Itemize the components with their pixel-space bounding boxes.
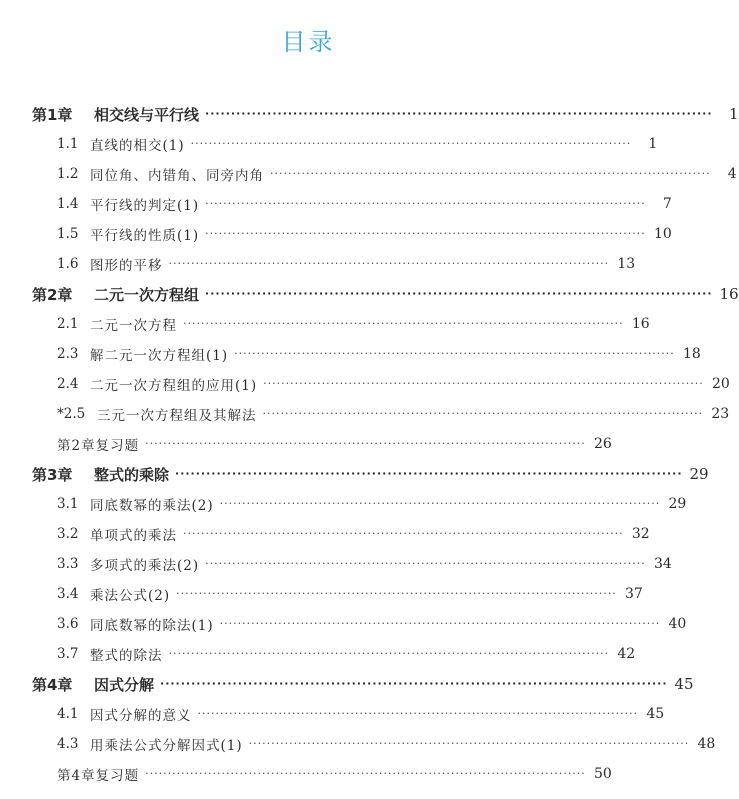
dot-leader: ·································································································· — [248, 737, 690, 750]
dot-leader: ·································································································· — [197, 707, 639, 720]
section-title: 整式的除法 — [90, 648, 163, 664]
dot-leader: ·································································································· — [262, 407, 704, 420]
page-number: 34 — [653, 556, 672, 572]
section-number: 1.2 — [57, 166, 79, 182]
chapter-number: 第3章 — [32, 465, 73, 484]
dot-leader: ·································································································· — [168, 647, 610, 660]
toc-section-3-2[interactable] — [0, 519, 650, 549]
page-number: 45 — [674, 675, 694, 693]
page-number: 42 — [617, 646, 636, 662]
page-number: 37 — [624, 586, 643, 602]
section-number: 4.3 — [57, 736, 79, 752]
page-number: 18 — [682, 346, 701, 362]
section-title: 同底数幂的除法(1) — [90, 618, 214, 634]
toc-section-1-1[interactable] — [0, 129, 658, 159]
page-title: 目录 — [281, 28, 336, 56]
toc-review-chapter-4[interactable] — [0, 759, 617, 789]
chapter-title: 因式分解 — [94, 675, 155, 694]
dot-leader: ·································································································· — [145, 437, 586, 450]
toc-chapter-2[interactable] — [0, 279, 739, 309]
chapter-number: 第4章 — [32, 675, 73, 694]
page-number: 50 — [593, 766, 612, 782]
section-title: 同位角、内错角、同旁内角 — [90, 168, 264, 184]
page-number: 26 — [593, 436, 612, 452]
dot-leader: ·································································································· — [270, 167, 711, 180]
toc-section-3-1[interactable] — [0, 489, 687, 519]
section-title: 直线的相交(1) — [90, 138, 185, 154]
section-title: 平行线的判定(1) — [90, 198, 200, 214]
page-number: 45 — [646, 706, 665, 722]
page-number: 13 — [617, 256, 636, 272]
dot-leader: ·································································································· — [205, 197, 646, 210]
toc-section-2-3[interactable] — [0, 339, 701, 369]
dot-leader: ·································································································· — [219, 617, 661, 630]
section-number: 3.7 — [57, 646, 79, 662]
section-number: 2.1 — [57, 316, 79, 332]
toc-section-3-3[interactable] — [0, 549, 672, 579]
chapter-title: 整式的乘除 — [94, 465, 170, 484]
section-title: 三元一次方程组及其解法 — [97, 408, 257, 424]
section-number: 4.1 — [57, 706, 79, 722]
section-number: 3.2 — [57, 526, 79, 542]
toc-section-4-3[interactable] — [0, 729, 716, 759]
toc-review-chapter-2[interactable] — [0, 429, 617, 459]
dot-leader: ·································································································· — [219, 497, 661, 510]
section-number: 1.4 — [57, 196, 79, 212]
section-number: *2.5 — [57, 406, 86, 422]
page-number: 1 — [648, 136, 658, 152]
toc-chapter-3[interactable] — [0, 459, 709, 489]
chapter-number: 第1章 — [32, 105, 73, 124]
review-title: 第4章复习题 — [57, 768, 140, 784]
dot-leader: ·································································································· — [205, 287, 713, 300]
section-title: 解二元一次方程组(1) — [90, 348, 229, 364]
page-number: 7 — [662, 196, 672, 212]
dot-leader: ·································································································· — [205, 227, 646, 240]
chapter-number: 第2章 — [32, 285, 73, 304]
dot-leader: ·································································································· — [175, 467, 683, 480]
page-number: 32 — [631, 526, 650, 542]
toc-chapter-1[interactable] — [0, 99, 739, 129]
section-title: 同底数幂的乘法(2) — [90, 498, 214, 514]
section-number: 1.1 — [57, 136, 79, 152]
section-number: 3.6 — [57, 616, 79, 632]
chapter-title: 二元一次方程组 — [94, 285, 200, 304]
toc-section-1-6[interactable] — [0, 249, 636, 279]
section-number: 3.3 — [57, 556, 79, 572]
dot-leader: ·································································································· — [205, 557, 646, 570]
section-number: 3.4 — [57, 586, 79, 602]
page-number: 1 — [728, 105, 739, 123]
dot-leader: ·································································································· — [234, 347, 675, 360]
section-title: 平行线的性质(1) — [90, 228, 200, 244]
dot-leader: ·································································································· — [183, 527, 624, 540]
dot-leader: ·································································································· — [145, 767, 586, 780]
section-title: 因式分解的意义 — [90, 708, 192, 724]
toc-section-4-1[interactable] — [0, 699, 665, 729]
page-number: 40 — [668, 616, 687, 632]
toc-section-3-7[interactable] — [0, 639, 636, 669]
dot-leader: ·································································································· — [176, 587, 617, 600]
toc-section-1-2[interactable] — [0, 159, 737, 189]
chapter-title: 相交线与平行线 — [94, 105, 200, 124]
dot-leader: ·································································································· — [183, 317, 624, 330]
page-number: 48 — [697, 736, 716, 752]
page-number: 16 — [631, 316, 650, 332]
page-number: 20 — [711, 376, 730, 392]
toc-section-3-6[interactable] — [0, 609, 687, 639]
section-title: 多项式的乘法(2) — [90, 558, 200, 574]
section-number: 1.5 — [57, 226, 79, 242]
section-number: 1.6 — [57, 256, 79, 272]
section-title: 二元一次方程组的应用(1) — [90, 378, 258, 394]
page-number: 23 — [711, 406, 730, 422]
toc-section-2-5[interactable] — [0, 399, 730, 429]
review-title: 第2章复习题 — [57, 438, 140, 454]
dot-leader: ·································································································· — [190, 137, 632, 150]
page-number: 29 — [689, 465, 709, 483]
toc-section-3-4[interactable] — [0, 579, 643, 609]
toc-chapter-4[interactable] — [0, 669, 694, 699]
toc-section-1-4[interactable] — [0, 189, 672, 219]
section-number: 2.4 — [57, 376, 79, 392]
toc-section-2-1[interactable] — [0, 309, 650, 339]
dot-leader: ·································································································· — [160, 677, 668, 690]
toc-list — [0, 99, 739, 789]
section-title: 图形的平移 — [90, 258, 163, 274]
section-title: 单项式的乘法 — [90, 528, 177, 544]
dot-leader: ·································································································· — [168, 257, 610, 270]
section-title: 乘法公式(2) — [90, 588, 171, 604]
page-number: 16 — [719, 285, 739, 303]
page-number: 29 — [668, 496, 687, 512]
section-number: 3.1 — [57, 496, 79, 512]
section-number: 2.3 — [57, 346, 79, 362]
section-title: 二元一次方程 — [90, 318, 177, 334]
dot-leader: ·································································································· — [263, 377, 704, 390]
dot-leader: ·································································································· — [205, 107, 713, 120]
toc-section-1-5[interactable] — [0, 219, 672, 249]
toc-section-2-4[interactable] — [0, 369, 730, 399]
section-title: 用乘法公式分解因式(1) — [90, 738, 243, 754]
page-number: 4 — [727, 166, 737, 182]
page-number: 10 — [653, 226, 672, 242]
